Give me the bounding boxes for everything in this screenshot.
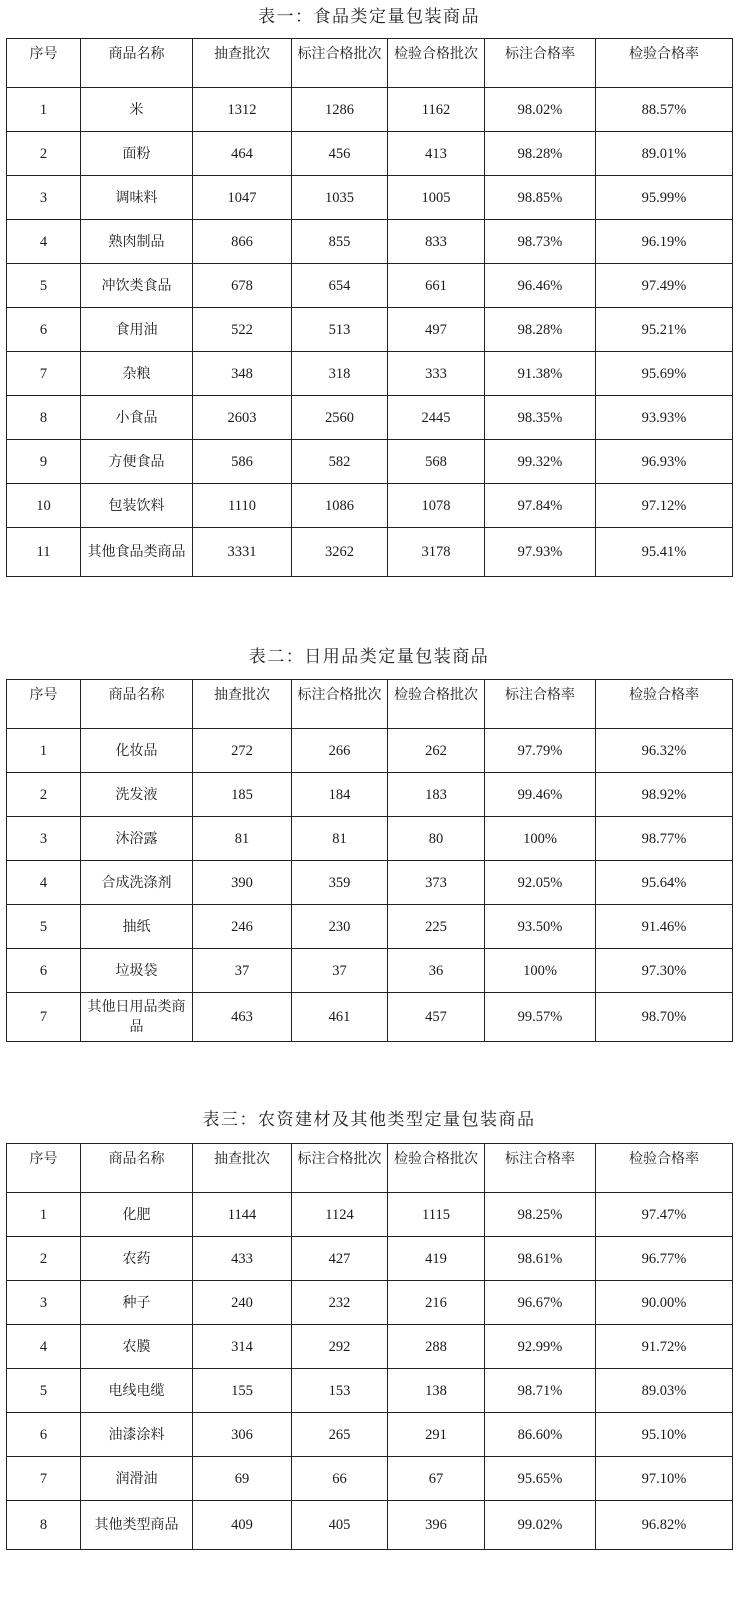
cell-sampled: 586 [193,440,292,484]
cell-inspect-rate: 90.00% [596,1281,733,1325]
cell-label-pass: 513 [292,308,388,352]
cell-name: 种子 [81,1281,193,1325]
cell-index: 9 [7,440,81,484]
cell-name: 冲饮类食品 [81,264,193,308]
cell-sampled: 409 [193,1501,292,1550]
cell-inspect-pass: 225 [388,905,485,949]
column-header-sampled: 抽查批次 [193,39,292,88]
cell-inspect-rate: 95.64% [596,861,733,905]
cell-index: 4 [7,220,81,264]
cell-inspect-rate: 98.70% [596,993,733,1042]
column-header-inspect-rate: 检验合格率 [596,39,733,88]
cell-sampled: 348 [193,352,292,396]
cell-inspect-rate: 89.01% [596,132,733,176]
cell-label-rate: 96.46% [485,264,596,308]
table-row [7,1457,733,1501]
cell-inspect-rate: 97.12% [596,484,733,528]
cell-label-pass: 184 [292,773,388,817]
table-row [7,1369,733,1413]
cell-sampled: 240 [193,1281,292,1325]
cell-index: 6 [7,1413,81,1457]
cell-sampled: 272 [193,729,292,773]
cell-sampled: 155 [193,1369,292,1413]
cell-inspect-pass: 333 [388,352,485,396]
cell-name: 杂粮 [81,352,193,396]
cell-sampled: 522 [193,308,292,352]
cell-name: 面粉 [81,132,193,176]
cell-sampled: 37 [193,949,292,993]
table-header-row [7,680,733,729]
table-row [7,396,733,440]
cell-name: 米 [81,88,193,132]
table-row [7,1413,733,1457]
cell-index: 7 [7,352,81,396]
cell-inspect-pass: 497 [388,308,485,352]
column-header-inspect-rate: 检验合格率 [596,680,733,729]
cell-label-pass: 405 [292,1501,388,1550]
table-3 [6,1143,733,1550]
cell-inspect-pass: 3178 [388,528,485,577]
cell-inspect-pass: 373 [388,861,485,905]
cell-index: 2 [7,1237,81,1281]
table-row [7,1237,733,1281]
table-row [7,220,733,264]
cell-index: 5 [7,1369,81,1413]
cell-inspect-pass: 1078 [388,484,485,528]
cell-inspect-rate: 91.46% [596,905,733,949]
column-header-label-pass: 标注合格批次 [292,39,388,88]
column-header-inspect-rate: 检验合格率 [596,1144,733,1193]
cell-inspect-pass: 1115 [388,1193,485,1237]
table-header-row [7,39,733,88]
cell-index: 5 [7,905,81,949]
cell-inspect-pass: 568 [388,440,485,484]
cell-label-pass: 1035 [292,176,388,220]
table-row [7,484,733,528]
cell-index: 7 [7,1457,81,1501]
table-2 [6,679,733,1042]
cell-label-rate: 91.38% [485,352,596,396]
cell-index: 2 [7,773,81,817]
cell-inspect-rate: 95.99% [596,176,733,220]
table-row [7,176,733,220]
cell-inspect-rate: 95.69% [596,352,733,396]
cell-label-pass: 1286 [292,88,388,132]
cell-label-rate: 86.60% [485,1413,596,1457]
cell-label-pass: 1124 [292,1193,388,1237]
cell-inspect-rate: 91.72% [596,1325,733,1369]
cell-inspect-pass: 67 [388,1457,485,1501]
table-row [7,308,733,352]
cell-name: 洗发液 [81,773,193,817]
table-row [7,1325,733,1369]
cell-sampled: 2603 [193,396,292,440]
cell-sampled: 463 [193,993,292,1042]
cell-inspect-rate: 96.77% [596,1237,733,1281]
cell-sampled: 81 [193,817,292,861]
cell-label-rate: 99.57% [485,993,596,1042]
cell-inspect-pass: 262 [388,729,485,773]
table-row [7,132,733,176]
table-2-title: 表二：日用品类定量包装商品 [248,647,490,667]
cell-sampled: 1144 [193,1193,292,1237]
cell-inspect-pass: 1162 [388,88,485,132]
cell-name: 小食品 [81,396,193,440]
column-header-index: 序号 [7,680,81,729]
cell-label-rate: 98.73% [485,220,596,264]
cell-label-rate: 99.02% [485,1501,596,1550]
cell-inspect-pass: 396 [388,1501,485,1550]
cell-label-rate: 98.71% [485,1369,596,1413]
cell-index: 4 [7,1325,81,1369]
cell-label-rate: 99.32% [485,440,596,484]
table-row [7,949,733,993]
cell-inspect-pass: 36 [388,949,485,993]
table-row [7,729,733,773]
cell-label-pass: 1086 [292,484,388,528]
table-1 [6,38,733,577]
column-header-inspect-pass: 检验合格批次 [388,680,485,729]
table-row [7,440,733,484]
cell-inspect-rate: 95.41% [596,528,733,577]
cell-name: 抽纸 [81,905,193,949]
cell-inspect-pass: 1005 [388,176,485,220]
cell-inspect-pass: 291 [388,1413,485,1457]
table-row [7,817,733,861]
cell-inspect-rate: 97.47% [596,1193,733,1237]
cell-index: 1 [7,88,81,132]
cell-label-rate: 97.79% [485,729,596,773]
table-row [7,773,733,817]
cell-label-pass: 359 [292,861,388,905]
cell-label-rate: 97.93% [485,528,596,577]
cell-name: 农药 [81,1237,193,1281]
cell-index: 10 [7,484,81,528]
cell-label-rate: 96.67% [485,1281,596,1325]
cell-inspect-pass: 419 [388,1237,485,1281]
cell-name: 油漆涂料 [81,1413,193,1457]
column-header-sampled: 抽查批次 [193,680,292,729]
table-row [7,352,733,396]
cell-sampled: 678 [193,264,292,308]
cell-inspect-pass: 80 [388,817,485,861]
cell-index: 8 [7,1501,81,1550]
cell-name: 方便食品 [81,440,193,484]
cell-inspect-rate: 95.10% [596,1413,733,1457]
cell-inspect-rate: 96.19% [596,220,733,264]
cell-label-pass: 654 [292,264,388,308]
cell-inspect-pass: 661 [388,264,485,308]
cell-label-pass: 582 [292,440,388,484]
table-row [7,993,733,1042]
column-header-name: 商品名称 [81,1144,193,1193]
cell-label-rate: 98.28% [485,132,596,176]
cell-label-pass: 230 [292,905,388,949]
cell-name: 包装饮料 [81,484,193,528]
cell-inspect-pass: 457 [388,993,485,1042]
column-header-label-pass: 标注合格批次 [292,1144,388,1193]
table-row [7,861,733,905]
cell-name: 熟肉制品 [81,220,193,264]
cell-label-pass: 427 [292,1237,388,1281]
cell-inspect-rate: 97.30% [596,949,733,993]
cell-inspect-pass: 413 [388,132,485,176]
cell-index: 3 [7,1281,81,1325]
cell-label-rate: 98.35% [485,396,596,440]
cell-name: 垃圾袋 [81,949,193,993]
cell-inspect-rate: 95.21% [596,308,733,352]
cell-label-rate: 99.46% [485,773,596,817]
cell-label-pass: 266 [292,729,388,773]
cell-index: 2 [7,132,81,176]
table-row [7,905,733,949]
cell-index: 8 [7,396,81,440]
cell-index: 3 [7,817,81,861]
table-row [7,1281,733,1325]
cell-label-rate: 98.02% [485,88,596,132]
cell-inspect-pass: 288 [388,1325,485,1369]
cell-name: 农膜 [81,1325,193,1369]
cell-label-rate: 98.25% [485,1193,596,1237]
cell-label-rate: 95.65% [485,1457,596,1501]
column-header-name: 商品名称 [81,39,193,88]
cell-inspect-rate: 98.92% [596,773,733,817]
cell-inspect-pass: 183 [388,773,485,817]
cell-sampled: 390 [193,861,292,905]
cell-index: 3 [7,176,81,220]
column-header-inspect-pass: 检验合格批次 [388,1144,485,1193]
cell-inspect-pass: 138 [388,1369,485,1413]
cell-label-rate: 98.28% [485,308,596,352]
table-1-title: 表一：食品类定量包装商品 [258,7,480,27]
cell-label-pass: 461 [292,993,388,1042]
cell-label-pass: 456 [292,132,388,176]
table-row [7,1193,733,1237]
cell-sampled: 185 [193,773,292,817]
cell-name: 其他日用品类商品 [81,993,193,1042]
cell-label-pass: 3262 [292,528,388,577]
cell-label-pass: 81 [292,817,388,861]
cell-index: 1 [7,1193,81,1237]
table-3-title: 表三：农资建材及其他类型定量包装商品 [202,1110,536,1130]
cell-inspect-rate: 97.49% [596,264,733,308]
cell-inspect-rate: 88.57% [596,88,733,132]
cell-sampled: 3331 [193,528,292,577]
cell-name: 化妆品 [81,729,193,773]
cell-name: 润滑油 [81,1457,193,1501]
cell-label-pass: 265 [292,1413,388,1457]
cell-name: 电线电缆 [81,1369,193,1413]
cell-name: 沐浴露 [81,817,193,861]
cell-label-pass: 37 [292,949,388,993]
cell-inspect-rate: 98.77% [596,817,733,861]
cell-label-pass: 153 [292,1369,388,1413]
cell-name: 化肥 [81,1193,193,1237]
cell-index: 5 [7,264,81,308]
cell-inspect-rate: 96.32% [596,729,733,773]
column-header-label-rate: 标注合格率 [485,39,596,88]
column-header-sampled: 抽查批次 [193,1144,292,1193]
cell-inspect-pass: 2445 [388,396,485,440]
cell-inspect-rate: 89.03% [596,1369,733,1413]
cell-label-pass: 292 [292,1325,388,1369]
cell-label-rate: 93.50% [485,905,596,949]
cell-label-pass: 318 [292,352,388,396]
cell-label-pass: 855 [292,220,388,264]
cell-label-rate: 100% [485,817,596,861]
cell-label-pass: 232 [292,1281,388,1325]
cell-sampled: 464 [193,132,292,176]
cell-name: 食用油 [81,308,193,352]
table-header-row [7,1144,733,1193]
cell-label-rate: 97.84% [485,484,596,528]
cell-index: 11 [7,528,81,577]
cell-index: 1 [7,729,81,773]
cell-index: 6 [7,949,81,993]
column-header-index: 序号 [7,39,81,88]
cell-index: 7 [7,993,81,1042]
column-header-label-pass: 标注合格批次 [292,680,388,729]
cell-inspect-pass: 833 [388,220,485,264]
cell-sampled: 314 [193,1325,292,1369]
column-header-index: 序号 [7,1144,81,1193]
cell-sampled: 69 [193,1457,292,1501]
table-row [7,528,733,577]
column-header-inspect-pass: 检验合格批次 [388,39,485,88]
cell-label-rate: 100% [485,949,596,993]
column-header-label-rate: 标注合格率 [485,1144,596,1193]
cell-sampled: 1312 [193,88,292,132]
cell-inspect-rate: 97.10% [596,1457,733,1501]
cell-name: 合成洗涤剂 [81,861,193,905]
cell-inspect-pass: 216 [388,1281,485,1325]
cell-name: 其他类型商品 [81,1501,193,1550]
column-header-name: 商品名称 [81,680,193,729]
cell-sampled: 1047 [193,176,292,220]
cell-inspect-rate: 96.93% [596,440,733,484]
table-row [7,1501,733,1550]
cell-sampled: 246 [193,905,292,949]
cell-label-pass: 2560 [292,396,388,440]
cell-inspect-rate: 93.93% [596,396,733,440]
cell-sampled: 866 [193,220,292,264]
cell-sampled: 433 [193,1237,292,1281]
cell-label-rate: 92.99% [485,1325,596,1369]
table-row [7,88,733,132]
cell-index: 4 [7,861,81,905]
cell-label-rate: 98.61% [485,1237,596,1281]
cell-sampled: 306 [193,1413,292,1457]
table-row [7,264,733,308]
cell-label-rate: 92.05% [485,861,596,905]
column-header-label-rate: 标注合格率 [485,680,596,729]
cell-name: 其他食品类商品 [81,528,193,577]
cell-sampled: 1110 [193,484,292,528]
cell-label-rate: 98.85% [485,176,596,220]
cell-index: 6 [7,308,81,352]
cell-label-pass: 66 [292,1457,388,1501]
cell-name: 调味料 [81,176,193,220]
cell-inspect-rate: 96.82% [596,1501,733,1550]
